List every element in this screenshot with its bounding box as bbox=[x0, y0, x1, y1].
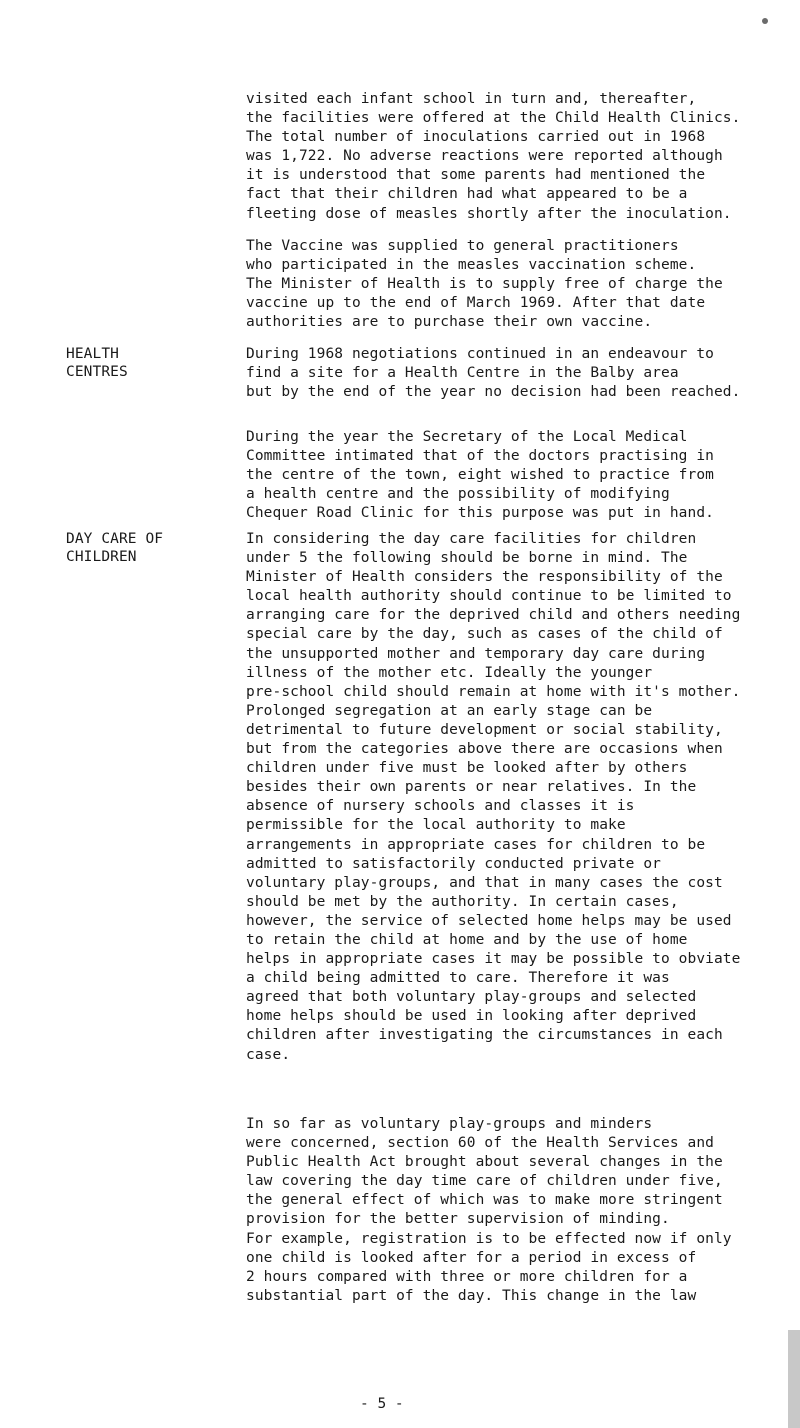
margin-heading-health-centres: HEALTH CENTRES bbox=[66, 346, 128, 380]
paragraph-health-centre-site: During 1968 negotiations continued in an endeavour to find a site for a Health Centre in the Balby area but by the end of the year no decision had been reached. bbox=[246, 346, 741, 401]
paragraph-vaccine-supply: The Vaccine was supplied to general practitioners who participated in the measles vaccination scheme. The Minister of Health is to supply free of charge the vaccine up to the end of March 1969. After that date authorities are to purchase their own vaccine. bbox=[246, 238, 723, 331]
margin-heading-day-care: DAY CARE OF CHILDREN bbox=[66, 531, 164, 565]
paragraph-measles-inoculations: visited each infant school in turn and, thereafter, the facilities were offered at the Child Health Clinics. The total number of inoculations carried out in 1968 was 1,722. No adverse reactions were reported although it is understood that some parents had mentioned the fact that their children had what appeared to be a fleeting dose of measles shortly after the inoculation. bbox=[246, 91, 741, 222]
page-number: - 5 - bbox=[360, 1396, 404, 1412]
scan-edge-shadow bbox=[788, 1330, 800, 1428]
paragraph-local-medical-committee: During the year the Secretary of the Local Medical Committee intimated that of the doctors practising in the centre of the town, eight wished to practice from a health centre and the possibility of modifying Chequer Road Clinic for this purpose was put in hand. bbox=[246, 429, 714, 522]
paragraph-day-care-facilities: In considering the day care facilities for children under 5 the following should be borne in mind. The Minister of Health considers the responsibility of the local health authority should continue to be limited to arranging care for the deprived child and others needing special care by the day, such as cases of the child of the unsupported mother and temporary day care during illness of the mother etc. Ideally the younger pre-school child should remain at home with it's mother. Prolonged segregation at an early stage can be detrimental to future development or social stability, but from the categories above there are occasions when children under five must be looked after by others besides their own parents or near relatives. In the absence of nursery schools and classes it is permissible for the local authority to make arrangements in appropriate cases for children to be admitted to satisfactorily conducted private or voluntary play-groups, and that in many cases the cost should be met by the authority. In certain cases, however, the service of selected home helps may be used to retain the child at home and by the use of home helps in appropriate cases it may be possible to obviate a child being admitted to care. Therefore it was agreed that both voluntary play-groups and selected home helps should be used in looking after deprived children after investigating the circumstances in each case. bbox=[246, 531, 741, 1063]
scan-speck bbox=[762, 18, 768, 24]
paragraph-play-groups-minders: In so far as voluntary play-groups and minders were concerned, section 60 of the Health Services and Public Health Act brought about several changes in the law covering the day time care of children under five, the general effect of which was to make more stringent provision for the better supervision of minding. For example, registration is to be effected now if only one child is looked after for a period in excess of 2 hours compared with three or more children for a substantial part of the day. This change in the law bbox=[246, 1116, 732, 1304]
